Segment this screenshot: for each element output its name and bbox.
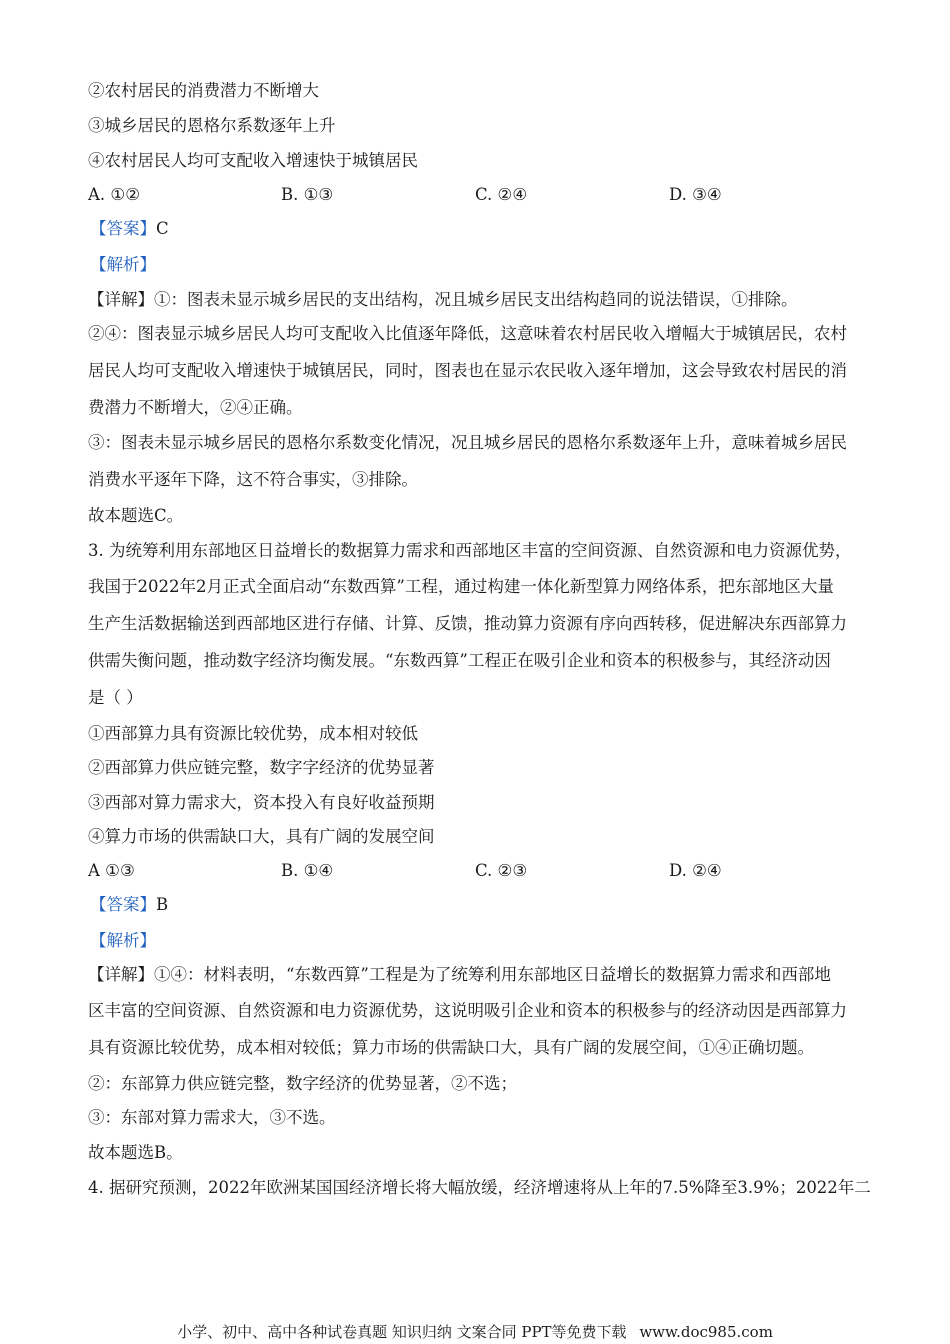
q2-analysis-tag: 【解析】	[90, 255, 156, 274]
page-footer	[0, 1322, 950, 1342]
footer-text: 小学、初中、高中各种试卷真题 知识归纳 文案合同 PPT等免费下载	[177, 1323, 627, 1341]
q3-conclusion: 故本题选B。	[88, 1143, 183, 1162]
q2-options	[88, 184, 868, 206]
q3-options	[88, 860, 868, 882]
q3-statement-4: ④算力市场的供需缺口大，具有广阔的发展空间	[88, 827, 435, 846]
q2-option-c: C. ②④	[475, 185, 528, 204]
q2-option-a: A. ①②	[88, 185, 140, 204]
q3-statement-3: ③西部对算力需求大，资本投入有良好收益预期	[88, 793, 435, 812]
q3-analysis-tag: 【解析】	[90, 931, 156, 950]
q2-detail-line: ②④：图表显示城乡居民人均可支配收入比值逐年降低，这意味着农村居民收入增幅大于城镇居民，农村	[88, 324, 847, 343]
q2-option-b: B. ①③	[281, 185, 334, 204]
q4-stem-line: 4. 据研究预测，2022年欧洲某国国经济增长将大幅放缓，经济增速将从上年的7.5%降至3.9%；2022年二	[88, 1178, 871, 1197]
q3-option-d: D. ②④	[669, 861, 722, 880]
footer-site-link[interactable]: www.doc985.com	[639, 1323, 773, 1341]
q2-conclusion: 故本题选C。	[88, 506, 184, 525]
q3-option-b: B. ①④	[281, 861, 334, 880]
q3-answer-tag: 【答案】	[90, 895, 156, 914]
q2-answer-tag: 【答案】	[90, 219, 156, 238]
q3-detail-line: ②：东部算力供应链完整，数字经济的优势显著，②不选；	[88, 1074, 517, 1093]
q3-stem-line: 3. 为统筹利用东部地区日益增长的数据算力需求和西部地区丰富的空间资源、自然资源和电力资源优势，	[88, 541, 852, 560]
q3-statement-2: ②西部算力供应链完整，数字字经济的优势显著	[88, 758, 435, 777]
q2-statement-3: ③城乡居民的恩格尔系数逐年上升	[88, 116, 336, 135]
q3-detail-line: ③：东部对算力需求大，③不选。	[88, 1108, 336, 1127]
q3-option-c: C. ②③	[475, 861, 528, 880]
q3-option-a: A ①③	[88, 861, 135, 880]
q2-detail-line: 消费水平逐年下降，这不符合事实，③排除。	[88, 470, 418, 489]
q2-answer-value: C	[156, 219, 169, 238]
q2-detail-line: 费潜力不断增大，②④正确。	[88, 398, 303, 417]
q3-detail-line: 【详解】①④：材料表明，“东数西算”工程是为了统筹利用东部地区日益增长的数据算力需求和西部地	[88, 965, 831, 984]
q2-statement-4: ④农村居民人均可支配收入增速快于城镇居民	[88, 151, 418, 170]
q3-stem-line: 是（ ）	[88, 688, 143, 707]
q3-stem-line: 生产生活数据输送到西部地区进行存储、计算、反馈，推动算力资源有序向西转移，促进解决东西部算力	[88, 614, 847, 633]
q2-detail-line: ③：图表未显示城乡居民的恩格尔系数变化情况，况且城乡居民的恩格尔系数逐年上升，意味着城乡居民	[88, 433, 847, 452]
q2-statement-2: ②农村居民的消费潜力不断增大	[88, 81, 319, 100]
q3-answer	[90, 894, 168, 916]
q2-option-d: D. ③④	[669, 185, 722, 204]
q3-detail-line: 具有资源比较优势，成本相对较低；算力市场的供需缺口大，具有广阔的发展空间，①④正确切题。	[88, 1038, 814, 1057]
q2-detail-line: 【详解】①：图表未显示城乡居民的支出结构，况且城乡居民支出结构趋同的说法错误，①排除。	[88, 290, 798, 309]
q3-answer-value: B	[156, 895, 169, 914]
q2-detail-line: 居民人均可支配收入增速快于城镇居民，同时，图表也在显示农民收入逐年增加，这会导致农村居民的消	[88, 361, 847, 380]
q3-stem-line: 供需失衡问题，推动数字经济均衡发展。“东数西算”工程正在吸引企业和资本的积极参与，其经济动因	[88, 651, 831, 670]
q2-answer	[90, 218, 169, 240]
q3-statement-1: ①西部算力具有资源比较优势，成本相对较低	[88, 724, 418, 743]
q3-detail-line: 区丰富的空间资源、自然资源和电力资源优势，这说明吸引企业和资本的积极参与的经济动因是西部算力	[88, 1001, 847, 1020]
q3-stem-line: 我国于2022年2月正式全面启动“东数西算”工程，通过构建一体化新型算力网络体系，把东部地区大量	[88, 577, 834, 596]
